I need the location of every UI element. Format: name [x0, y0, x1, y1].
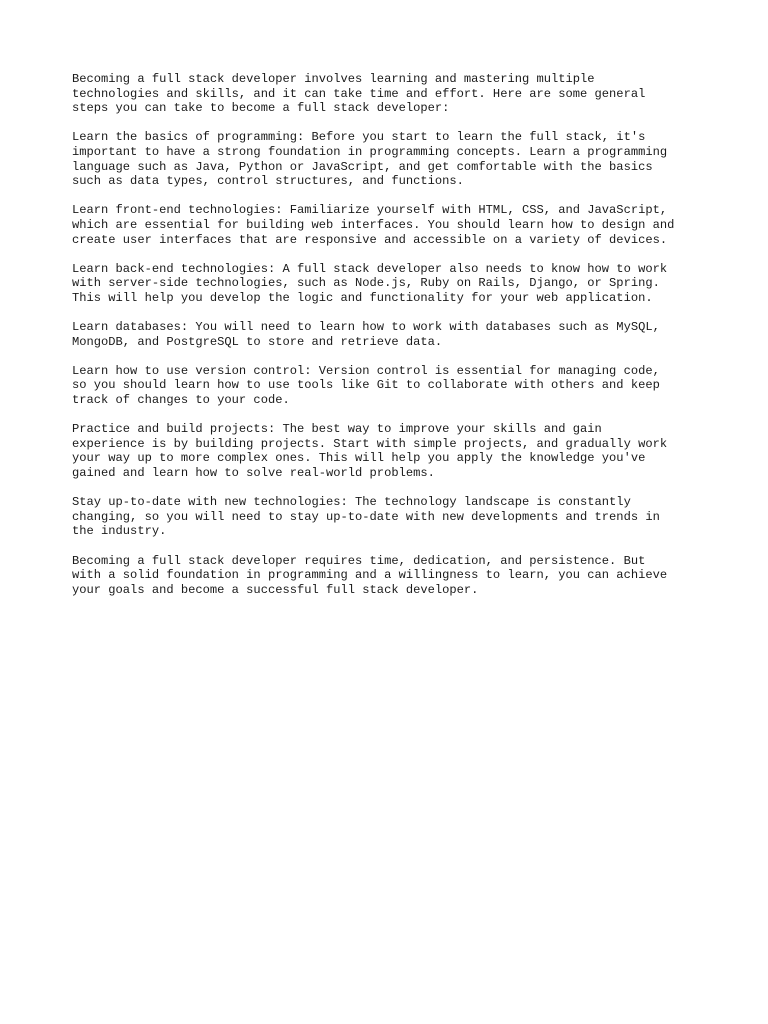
document-text: Becoming a full stack developer involves learning and mastering multiple technologies and skills, and it can take time and effort. Here are some general steps you can take to become a full stack developer: Learn the basics of programming: Before you start to learn the full stack, it's important to have a strong foundation in programming concepts. Learn a programming language such as Java, Python or JavaScript, and get comfortable with the basics such as data types, control structures, and functions. Learn front-end technologies: Familiarize yourself with HTML, CSS, and JavaScript, which are essential for building web interfaces. You should learn how to design and create user interfaces that are responsive and accessible on a variety of devices. Learn back-end technologies: A full stack developer also needs to know how to work with server-side technologies, such as Node.js, Ruby on Rails, Django, or Spring. This will help you develop the logic and functionality for your web application. Learn databases: You will need to learn how to work with databases such as MySQL, MongoDB, and PostgreSQL to store and retrieve data. Learn how to use version control: Version control is essential for managing code, so you should learn how to use tools like Git to collaborate with others and keep track of changes to your code. Practice and build projects: The best way to improve your skills and gain experience is by building projects. Start with simple projects, and gradually work your way up to more complex ones. This will help you apply the knowledge you've gained and learn how to solve real-world problems. Stay up-to-date with new technologies: The technology landscape is constantly changing, so you will need to stay up-to-date with new developments and trends in the industry. Becoming a full stack developer requires time, dedication, and persistence. But with a solid foundation in programming and a willingness to learn, you can achieve your goals and become a successful full stack developer. [72, 72, 675, 597]
